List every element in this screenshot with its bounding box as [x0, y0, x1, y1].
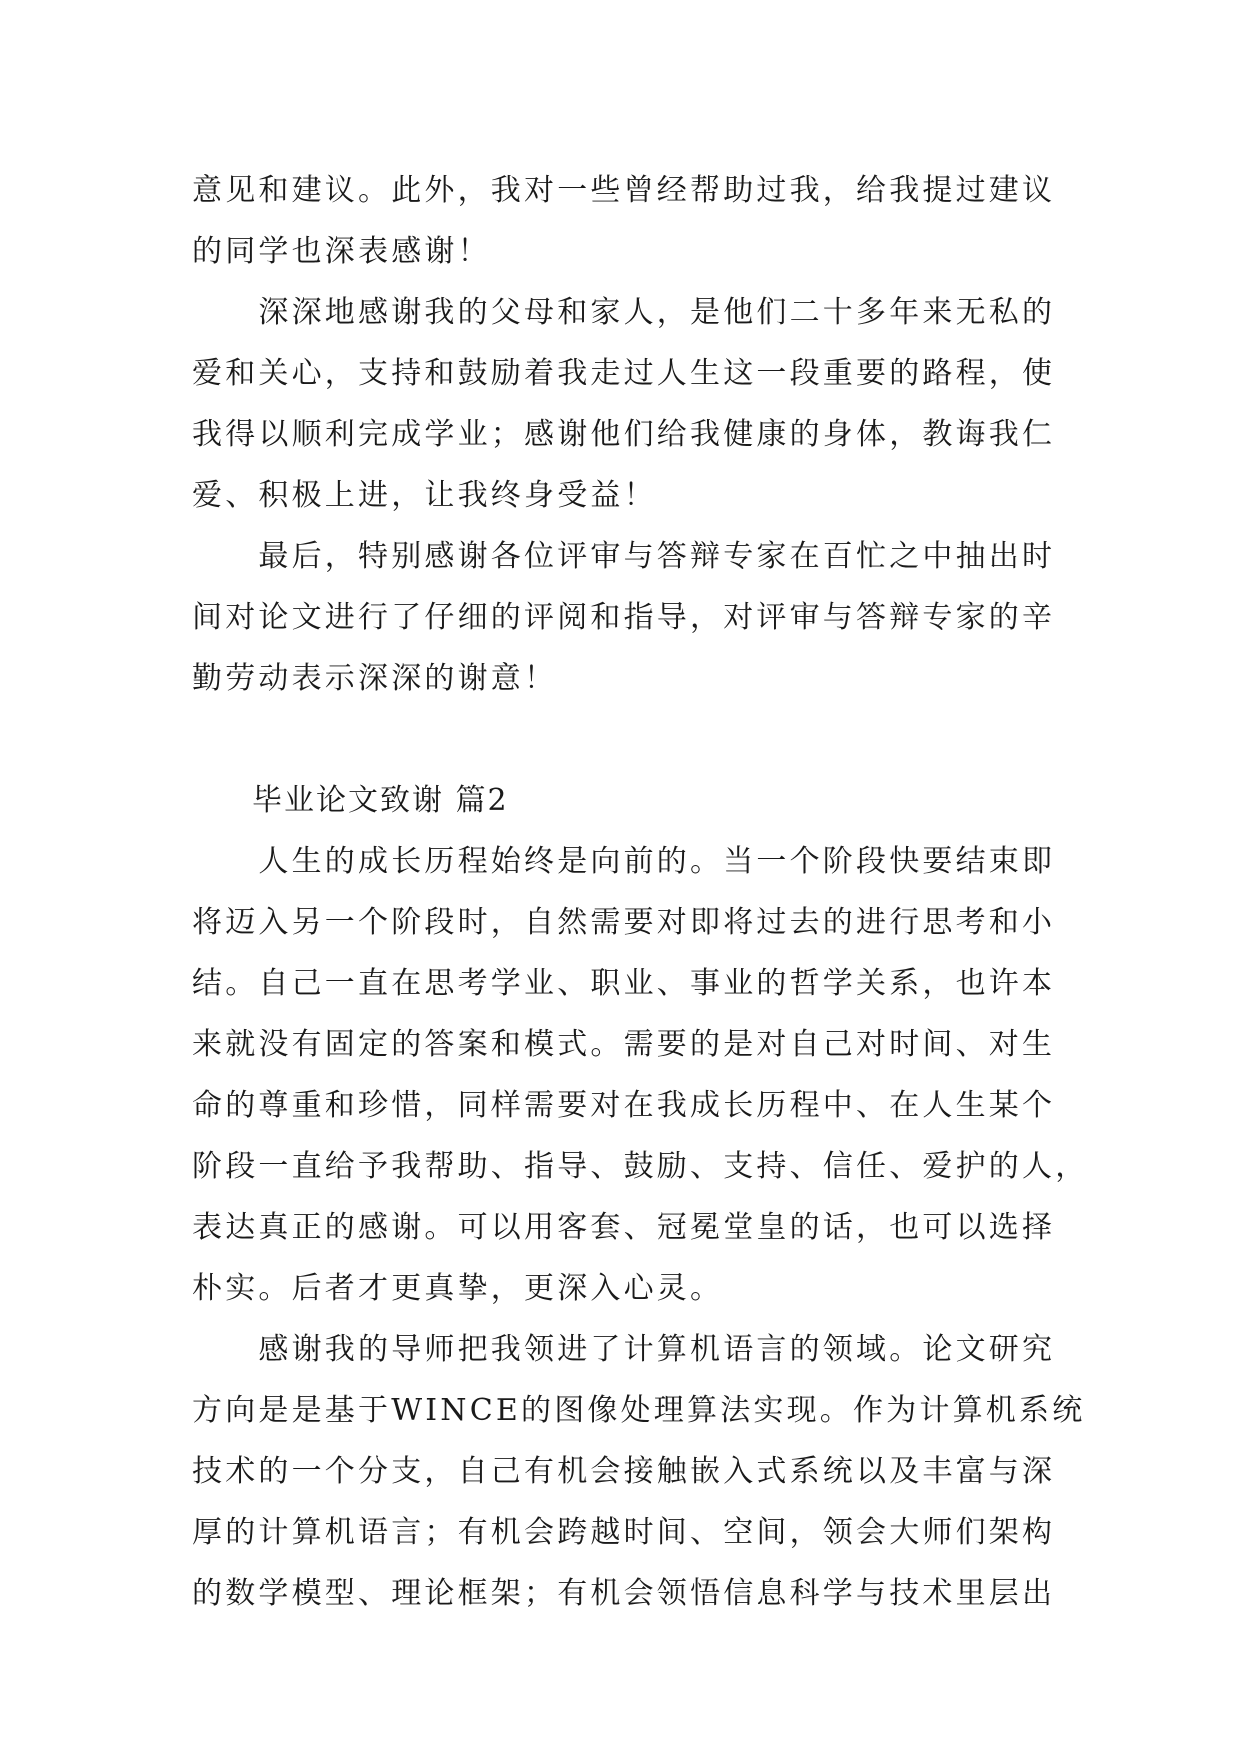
- text-line: 阶段一直给予我帮助、指导、鼓励、支持、信任、爱护的人，: [192, 1149, 1089, 1184]
- document-body: [192, 160, 1089, 1624]
- text-line: 爱和关心，支持和鼓励着我走过人生这一段重要的路程，使: [192, 356, 1056, 391]
- text-line: 意见和建议。此外，我对一些曾经帮助过我，给我提过建议: [192, 173, 1056, 208]
- text-line: 我得以顺利完成学业；感谢他们给我健康的身体，教诲我仁: [192, 417, 1056, 452]
- text-line: 的数学模型、理论框架；有机会领悟信息科学与技术里层出: [192, 1576, 1056, 1611]
- text-line: 感谢我的导师把我领进了计算机语言的领域。论文研究: [192, 1332, 1056, 1367]
- text-line: 朴实。后者才更真挚，更深入心灵。: [192, 1271, 724, 1306]
- text-line: 厚的计算机语言；有机会跨越时间、空间，领会大师们架构: [192, 1515, 1056, 1550]
- text-line: 爱、积极上进，让我终身受益！: [192, 478, 657, 513]
- text-line: 深深地感谢我的父母和家人，是他们二十多年来无私的: [192, 295, 1056, 330]
- text-line: 表达真正的感谢。可以用客套、冠冕堂皇的话，也可以选择: [192, 1210, 1056, 1245]
- text-line: 人生的成长历程始终是向前的。当一个阶段快要结束即: [192, 844, 1056, 879]
- text-line: 技术的一个分支，自己有机会接触嵌入式系统以及丰富与深: [192, 1454, 1056, 1489]
- text-line: 间对论文进行了仔细的评阅和指导，对评审与答辩专家的辛: [192, 600, 1056, 635]
- text-line: 将迈入另一个阶段时，自然需要对即将过去的进行思考和小: [192, 905, 1056, 940]
- text-line: 来就没有固定的答案和模式。需要的是对自己对时间、对生: [192, 1027, 1056, 1062]
- text-line: 方向是是基于WINCE的图像处理算法实现。作为计算机系统: [192, 1393, 1086, 1428]
- text-line: 勤劳动表示深深的谢意！: [192, 661, 558, 696]
- section-heading: 毕业论文致谢 篇2: [252, 783, 509, 818]
- text-line: 结。自己一直在思考学业、职业、事业的哲学关系，也许本: [192, 966, 1056, 1001]
- text-line: 命的尊重和珍惜，同样需要对在我成长历程中、在人生某个: [192, 1088, 1056, 1123]
- text-line: 的同学也深表感谢！: [192, 234, 491, 269]
- text-line: 最后，特别感谢各位评审与答辩专家在百忙之中抽出时: [192, 539, 1056, 574]
